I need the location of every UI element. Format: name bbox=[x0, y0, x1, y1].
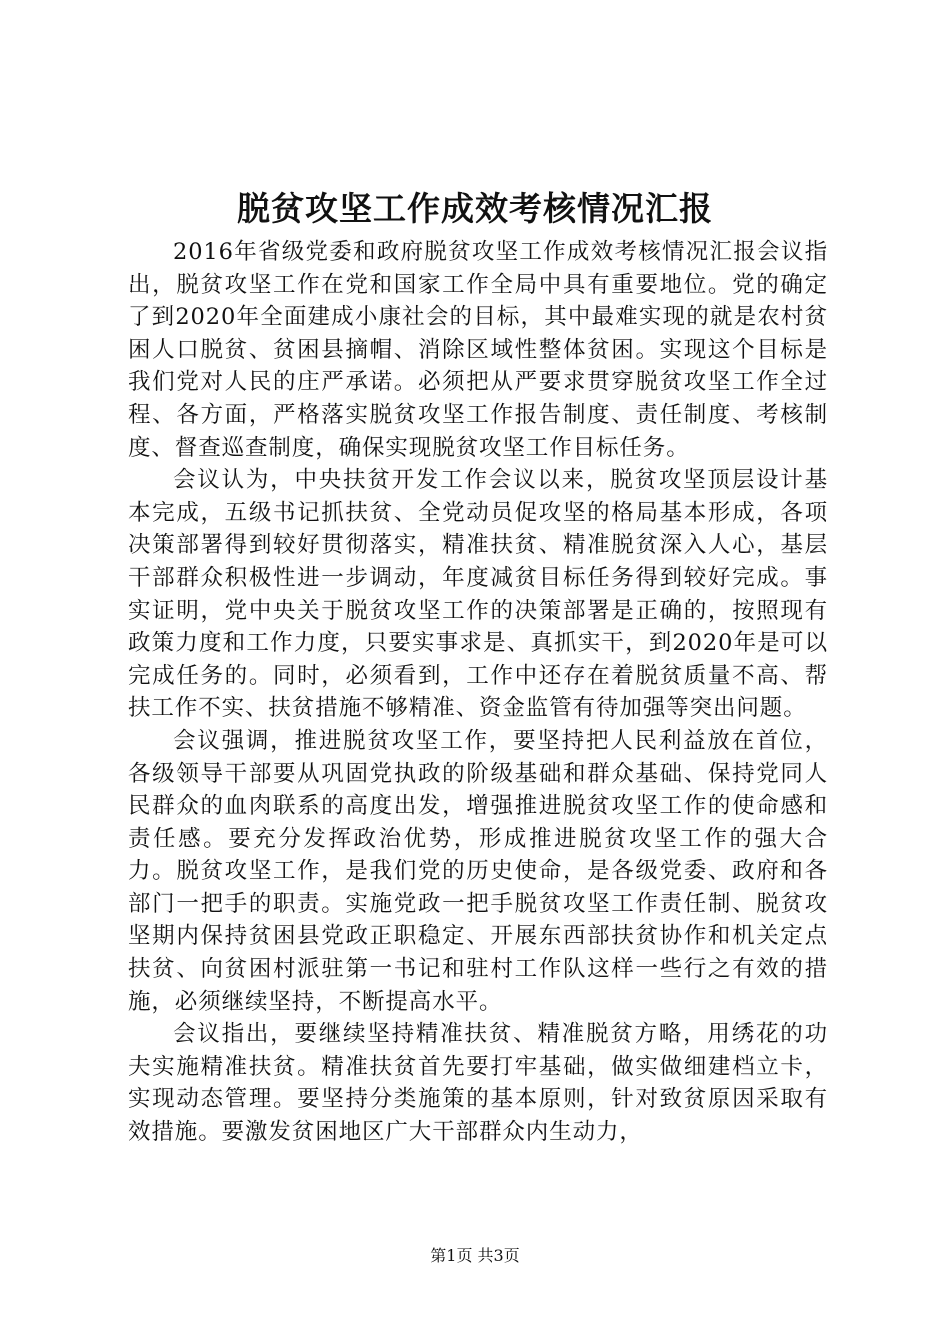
paragraph-2: 会议认为，中央扶贫开发工作会议以来，脱贫攻坚顶层设计基本完成，五级书记抓扶贫、全党动员促攻坚的格局基本形成，各项决策部署得到较好贯彻落实，精准扶贫、精准脱贫深入人心，基层干部群众积极性进一步调动，年度减贫目标任务得到较好完成。事实证明，党中央关于脱贫攻坚工作的决策部署是正确的，按照现有政策力度和工作力度，只要实事求是、真抓实干，到2020年是可以完成任务的。同时，必须看到，工作中还存在着脱贫质量不高、帮扶工作不实、扶贫措施不够精准、资金监管有待加强等突出问题。 bbox=[128, 467, 828, 722]
paragraph-4: 会议指出，要继续坚持精准扶贫、精准脱贫方略，用绣花的功夫实施精准扶贫。精准扶贫首先要打牢基础，做实做细建档立卡，实现动态管理。要坚持分类施策的基本原则，针对致贫原因采取有效措施。要激发贫困地区广大干部群众内生动力， bbox=[128, 1021, 828, 1146]
document-body bbox=[128, 236, 828, 1149]
paragraph-1: 2016年省级党委和政府脱贫攻坚工作成效考核情况汇报会议指出，脱贫攻坚工作在党和国家工作全局中具有重要地位。党的确定了到2020年全面建成小康社会的目标，其中最难实现的就是农村贫困人口脱贫、贫困县摘帽、消除区域性整体贫困。实现这个目标是我们党对人民的庄严承诺。必须把从严要求贯穿脱贫攻坚工作全过程、各方面，严格落实脱贫攻坚工作报告制度、责任制度、考核制度、督查巡查制度，确保实现脱贫攻坚工作目标任务。 bbox=[128, 239, 828, 461]
page-number-footer: 第1页 共3页 bbox=[430, 1246, 520, 1265]
paragraph-3: 会议强调，推进脱贫攻坚工作，要坚持把人民利益放在首位，各级领导干部要从巩固党执政的阶级基础和群众基础、保持党同人民群众的血肉联系的高度出发，增强推进脱贫攻坚工作的使命感和责任感。要充分发挥政治优势，形成推进脱贫攻坚工作的强大合力。脱贫攻坚工作，是我们党的历史使命，是各级党委、政府和各部门一把手的职责。实施党政一把手脱贫攻坚工作责任制、脱贫攻坚期内保持贫困县党政正职稳定、开展东西部扶贫协作和机关定点扶贫、向贫困村派驻第一书记和驻村工作队这样一些行之有效的措施，必须继续坚持，不断提高水平。 bbox=[128, 727, 828, 1015]
document-title: 脱贫攻坚工作成效考核情况汇报 bbox=[237, 189, 713, 228]
